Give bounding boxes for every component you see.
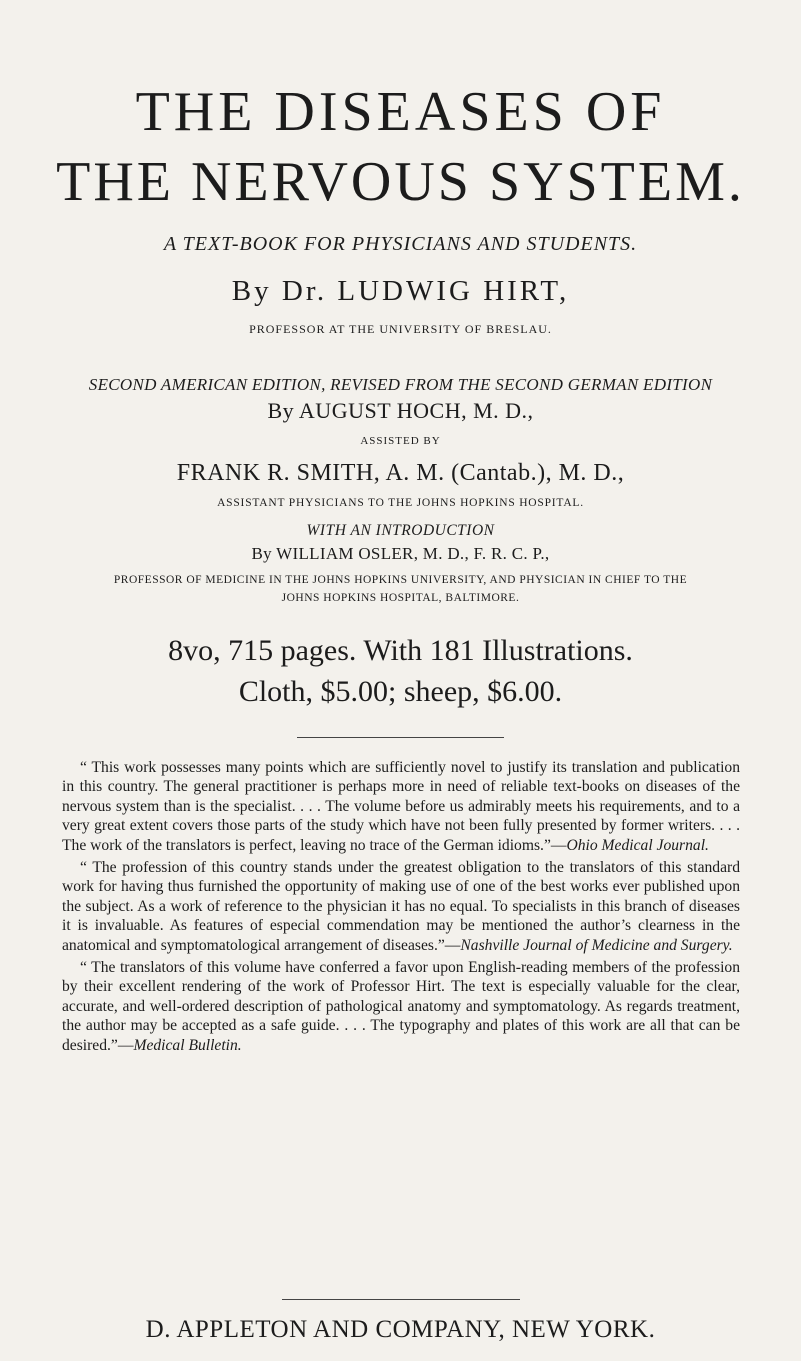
author-byline: By Dr. LUDWIG HIRT, xyxy=(231,275,570,307)
editor-byline: By AUGUST HOCH, M. D., xyxy=(267,398,534,423)
divider-top xyxy=(297,737,504,738)
edition-line: SECOND AMERICAN EDITION, REVISED FROM THE SECOND GERMAN EDITION xyxy=(88,375,713,394)
title-line-2: THE NERVOUS SYSTEM. xyxy=(56,151,745,213)
review-paragraph xyxy=(62,758,740,855)
assisted-by-label: ASSISTED BY xyxy=(360,435,441,447)
review-source: Nashville Journal of Medicine and Surgery. xyxy=(460,936,733,954)
author-position: PROFESSOR AT THE UNIVERSITY OF BRESLAU. xyxy=(249,322,552,336)
page-count: 8vo, 715 pages. With 181 Illustrations. xyxy=(168,634,633,667)
title-line-1: THE DISEASES OF xyxy=(135,81,666,143)
introducer-byline: By WILLIAM OSLER, M. D., F. R. C. P., xyxy=(251,544,550,563)
review-source: Medical Bulletin. xyxy=(133,1036,242,1054)
reviews-section xyxy=(62,758,740,1058)
divider-bottom xyxy=(282,1299,520,1300)
subtitle: A TEXT-BOOK FOR PHYSICIANS AND STUDENTS. xyxy=(163,233,638,255)
introducer-position-line-2: JOHNS HOPKINS HOSPITAL, BALTIMORE. xyxy=(281,592,520,604)
introducer-position-line-1: PROFESSOR OF MEDICINE IN THE JOHNS HOPKINS UNIVERSITY, AND PHYSICIAN IN CHIEF TO THE xyxy=(113,574,688,586)
review-quote: “ The profession of this country stands under the greatest obligation to the translators of this standard work for having thus furnished the opportunity of making use of one of the best works ever published upon the subject. As a work of reference to the physician it has no equal. To specialists in this branch of diseases it is invaluable. As features of especial commendation may be mentioned the author’s clearness in the anatomical and symptomatological arrangement of diseases.”— xyxy=(62,859,740,954)
review-source: Ohio Medical Journal. xyxy=(566,836,709,854)
price-line: Cloth, $5.00; sheep, $6.00. xyxy=(238,675,563,708)
review-paragraph xyxy=(62,958,740,1055)
assistant-byline: FRANK R. SMITH, A. M. (Cantab.), M. D., xyxy=(176,460,625,486)
review-quote: “ This work possesses many points which are sufficiently novel to justify its translation and publication in this country. The general practitioner is perhaps more in need of reliable text-books on diseases of the nervous system than is the specialist. . . . The volume before us admirably meets his requirements, and to a very great extent covers those parts of the study which have not been fully presented by former writers. . . . The work of the translators is perfect, leaving no trace of the German idioms.”— xyxy=(62,759,740,854)
publisher-line: D. APPLETON AND COMPANY, NEW YORK. xyxy=(145,1316,656,1343)
review-paragraph xyxy=(62,858,740,955)
assistant-position: ASSISTANT PHYSICIANS TO THE JOHNS HOPKINS HOSPITAL. xyxy=(217,497,584,509)
review-quote: “ The translators of this volume have conferred a favor upon English-reading members of the profession by their excellent rendering of the work of Professor Hirt. The text is especially valuable for the clear, accurate, and well-ordered description of pathological anatomy and symptomatology. As regards treatment, the author may be accepted as a safe guide. . . . The typography and plates of this work are all that can be desired.”— xyxy=(62,959,740,1054)
introduction-label: WITH AN INTRODUCTION xyxy=(306,522,495,539)
